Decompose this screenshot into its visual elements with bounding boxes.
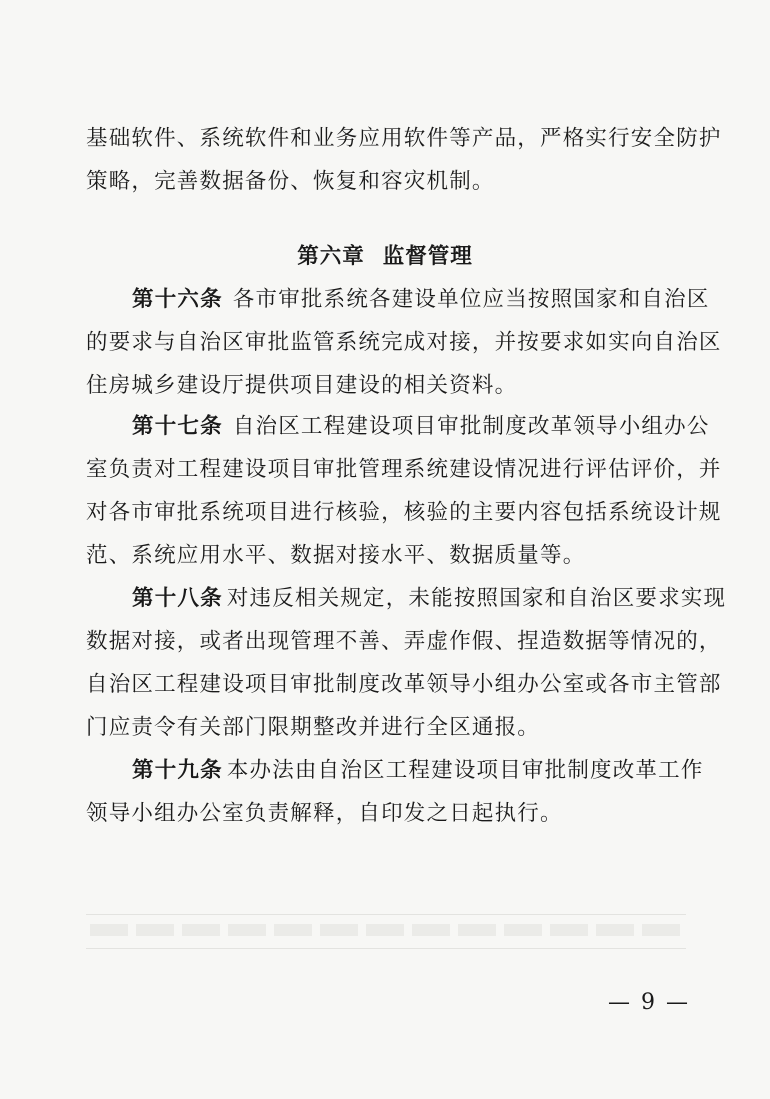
article-label: 第十九条: [132, 758, 223, 783]
article-text: 各市审批系统各建设单位应当按照国家和自治区: [232, 287, 710, 312]
article-17-first-line: [132, 412, 710, 442]
article-text: 自治区工程建设项目审批制度改革领导小组办公: [232, 414, 710, 439]
paragraph-line: 住房城乡建设厅提供项目建设的相关资料。: [86, 373, 518, 398]
paragraph-line: 基础软件、系统软件和业务应用软件等产品，严格实行安全防护: [86, 126, 722, 151]
paragraph-line: 范、系统应用水平、数据对接水平、数据质量等。: [86, 543, 586, 568]
chapter-number: 第六章: [297, 244, 365, 269]
article-text: 本办法由自治区工程建设项目审批制度改革工作: [226, 758, 704, 783]
paragraph-line: 策略，完善数据备份、恢复和容灾机制。: [86, 169, 495, 194]
paragraph-line: 对各市审批系统项目进行核验，核验的主要内容包括系统设计规: [86, 500, 722, 525]
faint-rule: [86, 948, 686, 949]
article-16-first-line: [132, 285, 710, 315]
article-18-first-line: [132, 584, 727, 614]
article-label: 第十六条: [132, 287, 223, 312]
chapter-heading: [0, 242, 770, 272]
article-label: 第十七条: [132, 414, 223, 439]
paragraph-line: 门应责令有关部门限期整改并进行全区通报。: [86, 715, 541, 740]
chapter-title: 监督管理: [382, 244, 473, 269]
article-19-first-line: [132, 756, 704, 786]
paragraph-line: 室负责对工程建设项目审批管理系统建设情况进行评估评价，并: [86, 457, 722, 482]
paragraph-line: 领导小组办公室负责解释，自印发之日起执行。: [86, 801, 563, 826]
article-label: 第十八条: [132, 586, 223, 611]
bleed-through-text: [90, 924, 680, 936]
article-text: 对违反相关规定，未能按照国家和自治区要求实现: [226, 586, 727, 611]
paragraph-line: 自治区工程建设项目审批制度改革领导小组办公室或各市主管部: [86, 672, 722, 697]
paragraph-line: 的要求与自治区审批监管系统完成对接，并按要求如实向自治区: [86, 330, 722, 355]
faint-rule: [86, 914, 686, 915]
page-number: — 9 —: [608, 990, 690, 1015]
paragraph-line: 数据对接，或者出现管理不善、弄虚作假、捏造数据等情况的，: [86, 629, 722, 654]
